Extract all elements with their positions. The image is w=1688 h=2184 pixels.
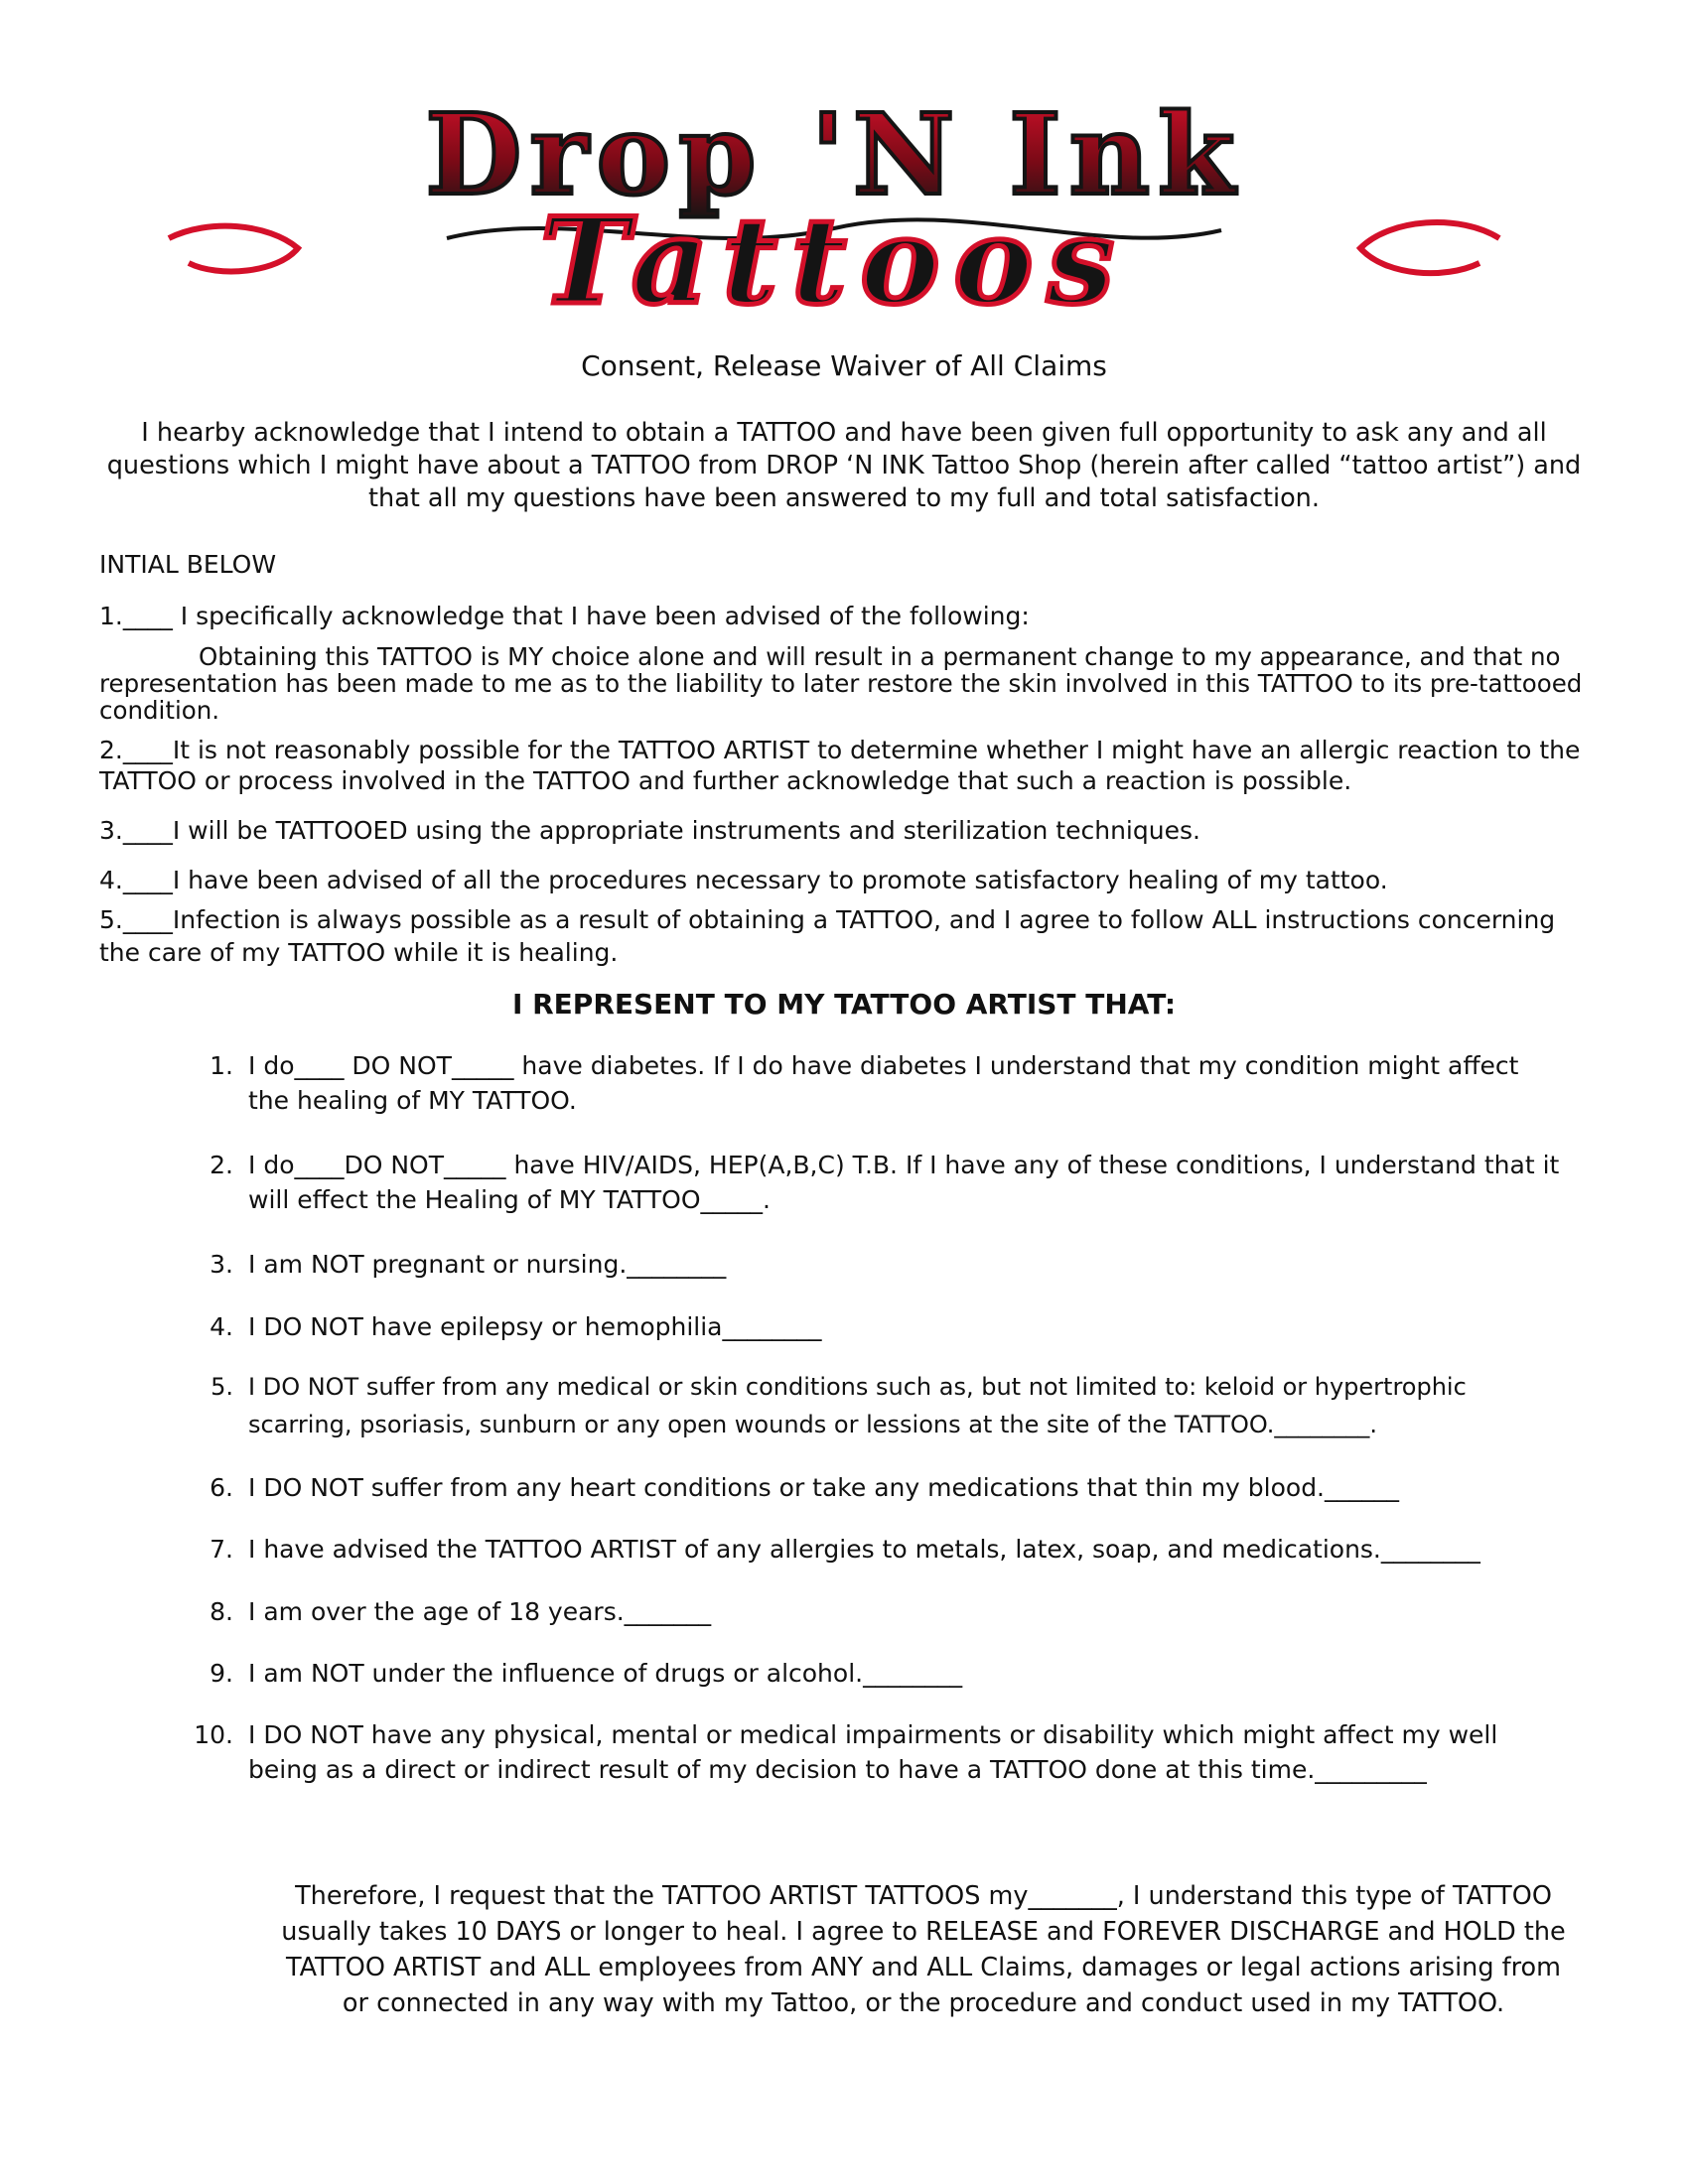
initial-below-label: INTIAL BELOW	[99, 550, 277, 579]
list-item-number: 7.	[210, 1535, 233, 1564]
list-item-text: I DO NOT have epilepsy or hemophilia________	[248, 1312, 822, 1341]
represent-heading: I REPRESENT TO MY TATTOO ARTIST THAT:	[511, 988, 1177, 1021]
logo-swirl-right	[1360, 222, 1499, 273]
list-item-text: I am over the age of 18 years._______	[248, 1597, 712, 1626]
list-item	[194, 1717, 1564, 1787]
list-item	[194, 1048, 1564, 1118]
logo-line1: Drop 'N Ink	[425, 99, 1243, 220]
list-item-number: 3.	[210, 1250, 233, 1279]
list-item-text: I am NOT under the influence of drugs or alcohol.________	[248, 1659, 963, 1688]
list-item	[194, 1532, 1564, 1567]
list-item-number: 6.	[210, 1473, 233, 1502]
initial-item-1-detail: Obtaining this TATTOO is MY choice alone and will result in a permanent change to my appearance, and that no representation has been made to me as to the liability to later restore the skin involved in this TATTOO to its pre-tattooed condition.	[99, 642, 1583, 725]
list-item-text: I do____ DO NOT_____ have diabetes. If I do have diabetes I understand that my condition might affect the healing of MY TATTOO.	[248, 1051, 1519, 1115]
list-item-number: 5.	[211, 1373, 233, 1401]
closing-paragraph: Therefore, I request that the TATTOO ARTIST TATTOOS my_______, I understand this type of TATTOO usually takes 10 DAYS or longer to heal. I agree to RELEASE and FOREVER DISCHARGE and HOLD the TATTOO ARTIST and ALL employees from ANY and ALL Claims, damages or legal actions arising from or connected in any way with my Tattoo, or the procedure and conduct used in my TATTOO.	[281, 1881, 1566, 2018]
list-item-text: I am NOT pregnant or nursing.________	[248, 1250, 727, 1279]
list-item	[194, 1594, 1564, 1629]
list-item-text: I have advised the TATTOO ARTIST of any allergies to metals, latex, soap, and medications.________	[248, 1535, 1480, 1564]
list-item-number: 10.	[194, 1720, 233, 1749]
list-item	[194, 1148, 1564, 1217]
list-item-text: I DO NOT suffer from any medical or skin conditions such as, but not limited to: keloid or hypertrophic scarring, psoriasis, sunburn or any open wounds or lessions at the site of the TATTOO.________.	[248, 1373, 1467, 1438]
logo-swirl-left	[169, 226, 298, 272]
initial-item-1: 1.____ I specifically acknowledge that I have been advised of the following:	[99, 602, 1030, 630]
list-item	[194, 1309, 1564, 1344]
shop-logo	[149, 99, 1519, 323]
list-item	[194, 1368, 1564, 1443]
list-item-number: 4.	[210, 1312, 233, 1341]
list-item-number: 9.	[210, 1659, 233, 1688]
initial-item-5: 5.____Infection is always possible as a result of obtaining a TATTOO, and I agree to follow ALL instructions concerning the care of my TATTOO while it is healing.	[99, 905, 1556, 967]
list-item-number: 2.	[210, 1151, 233, 1179]
list-item-number: 8.	[210, 1597, 233, 1626]
list-item	[194, 1656, 1564, 1691]
initial-item-3: 3.____I will be TATTOOED using the appropriate instruments and sterilization techniques.	[99, 816, 1200, 845]
intro-paragraph: I hearby acknowledge that I intend to obtain a TATTOO and have been given full opportunity to ask any and all questions which I might have about a TATTOO from DROP ‘N INK Tattoo Shop (herein after called “tattoo artist”) and that all my questions have been answered to my full and total satisfaction.	[106, 418, 1582, 513]
list-item-text: I do____DO NOT_____ have HIV/AIDS, HEP(A,B,C) T.B. If I have any of these conditions, I understand that it will effect the Healing of MY TATTOO_____.	[248, 1151, 1560, 1214]
logo-line2: Tattoos	[539, 192, 1129, 323]
list-item	[194, 1247, 1564, 1282]
document-title: Consent, Release Waiver of All Claims	[581, 349, 1107, 382]
initial-item-2: 2.____It is not reasonably possible for the TATTOO ARTIST to determine whether I might have an allergic reaction to the TATTOO or process involved in the TATTOO and further acknowledge that such a reaction is possible.	[99, 736, 1581, 795]
list-item	[194, 1470, 1564, 1505]
list-item-text: I DO NOT have any physical, mental or medical impairments or disability which might affect my well being as a direct or indirect result of my decision to have a TATTOO done at this time._________	[248, 1720, 1498, 1784]
initial-item-4: 4.____I have been advised of all the procedures necessary to promote satisfactory healing of my tattoo.	[99, 866, 1388, 894]
list-item-text: I DO NOT suffer from any heart conditions or take any medications that thin my blood.______	[248, 1473, 1400, 1502]
list-item-number: 1.	[210, 1051, 233, 1080]
